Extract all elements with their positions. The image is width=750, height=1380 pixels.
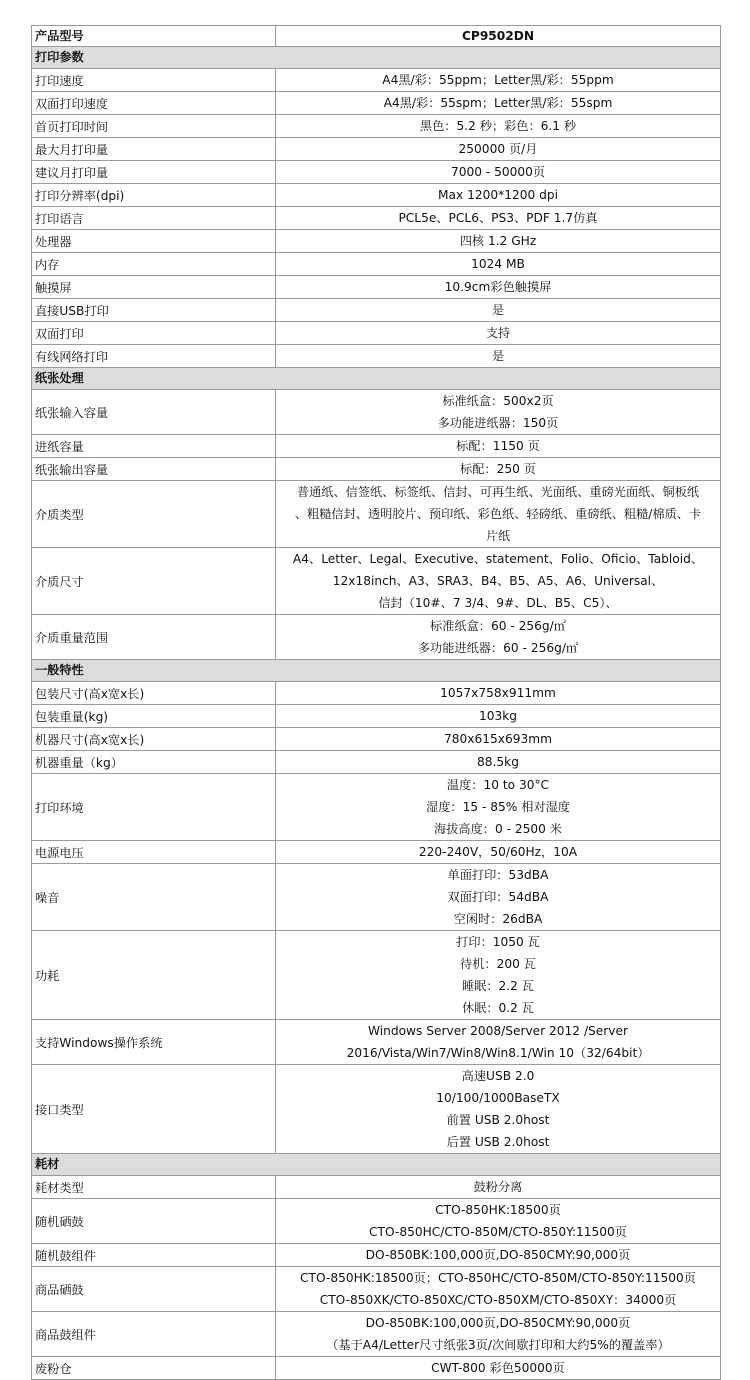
section-header (32, 368, 721, 390)
spec-row (32, 864, 721, 931)
spec-value-line: 片纸 (485, 529, 511, 543)
spec-value-line: 双面打印：54dBA (447, 890, 549, 904)
spec-row (32, 728, 721, 751)
spec-label: 电源电压 (32, 841, 276, 864)
spec-value-line: 高速USB 2.0 (461, 1069, 535, 1083)
spec-row (32, 1176, 721, 1199)
spec-value-line: CTO-850HK:18500页；CTO-850HC/CTO-850M/CTO-850Y:11500页 (300, 1271, 696, 1285)
spec-value (276, 69, 721, 92)
spec-row (32, 931, 721, 1020)
spec-value-line: 10/100/1000BaseTX (436, 1091, 560, 1105)
spec-value-line: 7000 - 50000页 (450, 165, 546, 179)
spec-row (32, 1020, 721, 1065)
spec-label: 包装尺寸(高x宽x长) (32, 682, 276, 705)
spec-value-line: 海拔高度：0 - 2500 米 (434, 822, 562, 836)
spec-label: 内存 (32, 253, 276, 276)
spec-value-line: 温度：10 to 30°C (446, 778, 550, 792)
spec-label: 商品硒鼓 (32, 1267, 276, 1312)
spec-row (32, 207, 721, 230)
spec-value-line: 前置 USB 2.0host (446, 1113, 550, 1127)
spec-label: 包装重量(kg) (32, 705, 276, 728)
spec-label: 建议月打印量 (32, 161, 276, 184)
spec-value-line: 后置 USB 2.0host (446, 1135, 550, 1149)
spec-value-line: 标配：250 页 (460, 462, 536, 476)
spec-label: 双面打印速度 (32, 92, 276, 115)
spec-value-line: CTO-850XK/CTO-850XC/CTO-850XM/CTO-850XY：34000页 (319, 1293, 677, 1307)
spec-row (32, 435, 721, 458)
spec-label: 耗材类型 (32, 1176, 276, 1199)
spec-value-line: 休眠：0.2 瓦 (461, 1001, 534, 1015)
spec-value-line: 10.9cm彩色触摸屏 (444, 280, 552, 294)
spec-value (276, 841, 721, 864)
spec-value-line: 四核 1.2 GHz (459, 234, 537, 248)
spec-value (276, 115, 721, 138)
spec-value-line: 待机：200 瓦 (460, 957, 536, 971)
spec-row (32, 138, 721, 161)
spec-value-line: 、粗糙信封、透明胶片、预印纸、彩色纸、轻磅纸、重磅纸、粗糙/棉质、卡 (294, 507, 702, 521)
spec-label: 有线网络打印 (32, 345, 276, 368)
spec-row (32, 1312, 721, 1357)
spec-value-line: A4黑/彩：55spm；Letter黑/彩：55spm (383, 96, 613, 110)
spec-row (32, 841, 721, 864)
spec-row (32, 774, 721, 841)
model-row (32, 26, 721, 47)
spec-value-line: 空闲时：26dBA (453, 912, 543, 926)
spec-value (276, 864, 721, 931)
spec-row (32, 1267, 721, 1312)
spec-row (32, 390, 721, 435)
spec-value (276, 1176, 721, 1199)
spec-label: 纸张输入容量 (32, 390, 276, 435)
spec-value (276, 138, 721, 161)
spec-row (32, 1199, 721, 1244)
spec-row (32, 481, 721, 548)
spec-value (276, 230, 721, 253)
section-title: 纸张处理 (32, 368, 721, 390)
spec-label: 直接USB打印 (32, 299, 276, 322)
spec-value (276, 184, 721, 207)
spec-value-line: 250000 页/月 (458, 142, 538, 156)
spec-label: 机器尺寸(高x宽x长) (32, 728, 276, 751)
spec-value-line: 是 (491, 349, 505, 363)
spec-value (276, 615, 721, 660)
model-value: CP9502DN (276, 26, 721, 47)
spec-label: 介质类型 (32, 481, 276, 548)
spec-table-body (32, 26, 721, 1380)
spec-value (276, 161, 721, 184)
spec-value-line: 标准纸盒：60 - 256g/㎡ (430, 619, 566, 633)
spec-value (276, 276, 721, 299)
spec-value-line: 标准纸盒：500x2页 (442, 394, 554, 408)
spec-row (32, 253, 721, 276)
spec-value (276, 435, 721, 458)
spec-value-line: Windows Server 2008/Server 2012 /Server (367, 1024, 629, 1038)
spec-row (32, 1244, 721, 1267)
spec-value (276, 705, 721, 728)
spec-value-line: 鼓粉分离 (473, 1180, 523, 1194)
spec-value (276, 774, 721, 841)
spec-value-line: 220-240V，50/60Hz，10A (418, 845, 578, 859)
section-header (32, 660, 721, 682)
spec-value-line: 支持 (485, 326, 511, 340)
section-title: 耗材 (32, 1154, 721, 1176)
spec-value (276, 931, 721, 1020)
spec-value (276, 682, 721, 705)
spec-label: 打印分辨率(dpi) (32, 184, 276, 207)
spec-value (276, 1020, 721, 1065)
section-header (32, 1154, 721, 1176)
spec-label: 双面打印 (32, 322, 276, 345)
spec-value-line: 湿度：15 - 85% 相对湿度 (426, 800, 570, 814)
spec-value-line: A4黑/彩：55ppm；Letter黑/彩：55ppm (382, 73, 614, 87)
spec-value (276, 92, 721, 115)
spec-value (276, 1065, 721, 1154)
spec-value (276, 207, 721, 230)
spec-label: 随机硒鼓 (32, 1199, 276, 1244)
spec-row (32, 322, 721, 345)
spec-value-line: 12x18inch、A3、SRA3、B4、B5、A5、A6、Universal、 (332, 574, 664, 588)
spec-label: 介质重量范围 (32, 615, 276, 660)
spec-value (276, 1244, 721, 1267)
spec-label: 机器重量（kg） (32, 751, 276, 774)
spec-label: 接口类型 (32, 1065, 276, 1154)
spec-row (32, 615, 721, 660)
spec-label: 打印速度 (32, 69, 276, 92)
spec-row (32, 1357, 721, 1380)
spec-value-line: 多功能进纸器：150页 (437, 416, 559, 430)
spec-label: 最大月打印量 (32, 138, 276, 161)
spec-value-line: 103kg (478, 709, 518, 723)
spec-value-line: CWT-800 彩色50000页 (431, 1361, 565, 1375)
spec-value (276, 322, 721, 345)
spec-row (32, 299, 721, 322)
spec-label: 随机鼓组件 (32, 1244, 276, 1267)
spec-value (276, 299, 721, 322)
spec-value-line: DO-850BK:100,000页,DO-850CMY:90,000页 (365, 1316, 631, 1330)
spec-value-line: 2016/Vista/Win7/Win8/Win8.1/Win 10（32/64bit） (346, 1046, 650, 1060)
spec-table (31, 25, 721, 1380)
spec-label: 噪音 (32, 864, 276, 931)
spec-row (32, 705, 721, 728)
section-title: 打印参数 (32, 47, 721, 69)
spec-row (32, 161, 721, 184)
spec-value-line: DO-850BK:100,000页,DO-850CMY:90,000页 (365, 1248, 631, 1262)
spec-value (276, 1267, 721, 1312)
spec-row (32, 1065, 721, 1154)
spec-label: 处理器 (32, 230, 276, 253)
spec-value-line: CTO-850HC/CTO-850M/CTO-850Y:11500页 (369, 1225, 627, 1239)
spec-value (276, 345, 721, 368)
spec-row (32, 276, 721, 299)
spec-value-line: 多功能进纸器：60 - 256g/㎡ (417, 641, 579, 655)
spec-value-line: CTO-850HK:18500页 (435, 1203, 561, 1217)
model-label: 产品型号 (32, 26, 276, 47)
spec-value-line: 标配：1150 页 (456, 439, 540, 453)
spec-label: 介质尺寸 (32, 548, 276, 615)
spec-label: 纸张输出容量 (32, 458, 276, 481)
spec-value (276, 253, 721, 276)
spec-label: 打印语言 (32, 207, 276, 230)
spec-row (32, 115, 721, 138)
spec-value-line: 普通纸、信签纸、标签纸、信封、可再生纸、光面纸、重磅光面纸、铜板纸 (296, 485, 700, 499)
spec-label: 打印环境 (32, 774, 276, 841)
spec-label: 进纸容量 (32, 435, 276, 458)
spec-value-line: （基于A4/Letter尺寸纸张3页/次间歇打印和大约5%的覆盖率） (326, 1338, 670, 1352)
section-header (32, 47, 721, 69)
spec-row (32, 184, 721, 207)
spec-value (276, 728, 721, 751)
spec-label: 功耗 (32, 931, 276, 1020)
spec-value (276, 1357, 721, 1380)
spec-value-line: 780x615x693mm (444, 732, 552, 746)
spec-label: 首页打印时间 (32, 115, 276, 138)
spec-label: 废粉仓 (32, 1357, 276, 1380)
spec-value (276, 458, 721, 481)
spec-value (276, 1312, 721, 1357)
spec-value (276, 390, 721, 435)
spec-label: 商品鼓组件 (32, 1312, 276, 1357)
spec-value-line: 睡眠：2.2 瓦 (461, 979, 534, 993)
spec-value-line: PCL5e、PCL6、PS3、PDF 1.7仿真 (398, 211, 598, 225)
section-title: 一般特性 (32, 660, 721, 682)
spec-value-line: 1024 MB (471, 257, 525, 271)
spec-value-line: 单面打印：53dBA (447, 868, 549, 882)
spec-row (32, 92, 721, 115)
spec-value (276, 751, 721, 774)
spec-value-line: 1057x758x911mm (440, 686, 556, 700)
spec-value-line: 88.5kg (477, 755, 519, 769)
spec-row (32, 345, 721, 368)
spec-row (32, 548, 721, 615)
spec-value-line: 打印：1050 瓦 (456, 935, 540, 949)
spec-value-line: 是 (491, 303, 505, 317)
spec-row (32, 751, 721, 774)
spec-value-line: 黑色：5.2 秒；彩色：6.1 秒 (419, 119, 577, 133)
spec-row (32, 69, 721, 92)
spec-row (32, 230, 721, 253)
spec-value-line: A4、Letter、Legal、Executive、statement、Folio、Oficio、Tabloid、 (292, 552, 704, 566)
spec-value (276, 548, 721, 615)
spec-value-line: Max 1200*1200 dpi (438, 188, 558, 202)
spec-row (32, 458, 721, 481)
spec-value-line: 信封（10#、7 3/4、9#、DL、B5、C5）、 (378, 596, 618, 610)
spec-row (32, 682, 721, 705)
spec-value (276, 481, 721, 548)
spec-label: 支持Windows操作系统 (32, 1020, 276, 1065)
spec-label: 触摸屏 (32, 276, 276, 299)
spec-value (276, 1199, 721, 1244)
